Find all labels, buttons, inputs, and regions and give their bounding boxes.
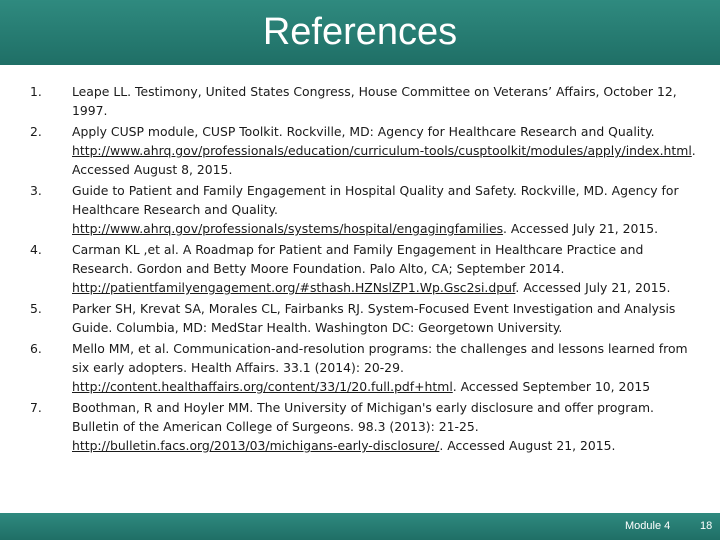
reference-link[interactable]: http://content.healthaffairs.org/content/33/1/20.full.pdf+html bbox=[72, 379, 453, 394]
reference-text: Guide to Patient and Family Engagement in Hospital Quality and Safety. Rockville, MD. Agency for Healthcare Research and Quality. bbox=[72, 183, 679, 217]
reference-access-date: . Accessed August 21, 2015. bbox=[439, 438, 616, 453]
reference-number: 7. bbox=[30, 400, 42, 415]
reference-link[interactable]: http://www.ahrq.gov/professionals/education/curriculum-tools/cusptoolkit/modules/apply/index.html bbox=[72, 143, 692, 158]
reference-access-date: . Accessed July 21, 2015. bbox=[515, 280, 671, 295]
footer-module-label: Module 4 bbox=[625, 520, 671, 532]
reference-item bbox=[30, 122, 702, 179]
reference-item bbox=[30, 240, 702, 297]
reference-item bbox=[30, 82, 702, 120]
reference-access-date: . Accessed July 21, 2015. bbox=[503, 221, 659, 236]
reference-number: 6. bbox=[30, 341, 42, 356]
title-bar bbox=[0, 0, 720, 65]
reference-link[interactable]: http://www.ahrq.gov/professionals/systems/hospital/engagingfamilies bbox=[72, 221, 504, 236]
reference-access-date: . Accessed September 10, 2015 bbox=[452, 379, 651, 394]
reference-number: 4. bbox=[30, 242, 42, 257]
reference-link[interactable]: http://bulletin.facs.org/2013/03/michigans-early-disclosure/ bbox=[72, 438, 440, 453]
reference-item bbox=[30, 181, 702, 238]
reference-item bbox=[30, 339, 702, 396]
reference-number: 2. bbox=[30, 124, 42, 139]
reference-text: Parker SH, Krevat SA, Morales CL, Fairbanks RJ. System-Focused Event Investigation and Analysis Guide. Columbia, MD: MedStar Health. Washington DC: Georgetown University. bbox=[72, 301, 676, 335]
reference-number: 1. bbox=[30, 84, 42, 99]
reference-number: 3. bbox=[30, 183, 42, 198]
reference-link[interactable]: http://patientfamilyengagement.org/#sthash.HZNslZP1.Wp.Gsc2si.dpuf bbox=[72, 280, 516, 295]
reference-list bbox=[30, 82, 702, 457]
reference-text: Mello MM, et al. Communication-and-resolution programs: the challenges and lessons learned from six early adopters. Health Affairs. 33.1 (2014): 20-29. bbox=[72, 341, 688, 375]
reference-text: Apply CUSP module, CUSP Toolkit. Rockville, MD: Agency for Healthcare Research and Quality. bbox=[72, 124, 655, 139]
reference-number: 5. bbox=[30, 301, 42, 316]
reference-item bbox=[30, 299, 702, 337]
reference-text: Boothman, R and Hoyler MM. The University of Michigan's early disclosure and offer program. Bulletin of the American College of Surgeons. 98.3 (2013): 21-25. bbox=[72, 400, 654, 434]
page-number: 18 bbox=[700, 520, 713, 532]
reference-access-date: . Accessed August 8, 2015. bbox=[72, 143, 696, 177]
slide-title: References bbox=[262, 11, 458, 53]
reference-item bbox=[30, 398, 702, 455]
reference-text: Leape LL. Testimony, United States Congress, House Committee on Veterans’ Affairs, October 12, 1997. bbox=[72, 84, 677, 118]
reference-text: Carman KL ,et al. A Roadmap for Patient and Family Engagement in Healthcare Practice and Research. Gordon and Betty Moore Foundation. Palo Alto, CA; September 2014. bbox=[72, 242, 644, 276]
footer-bar bbox=[0, 513, 720, 540]
